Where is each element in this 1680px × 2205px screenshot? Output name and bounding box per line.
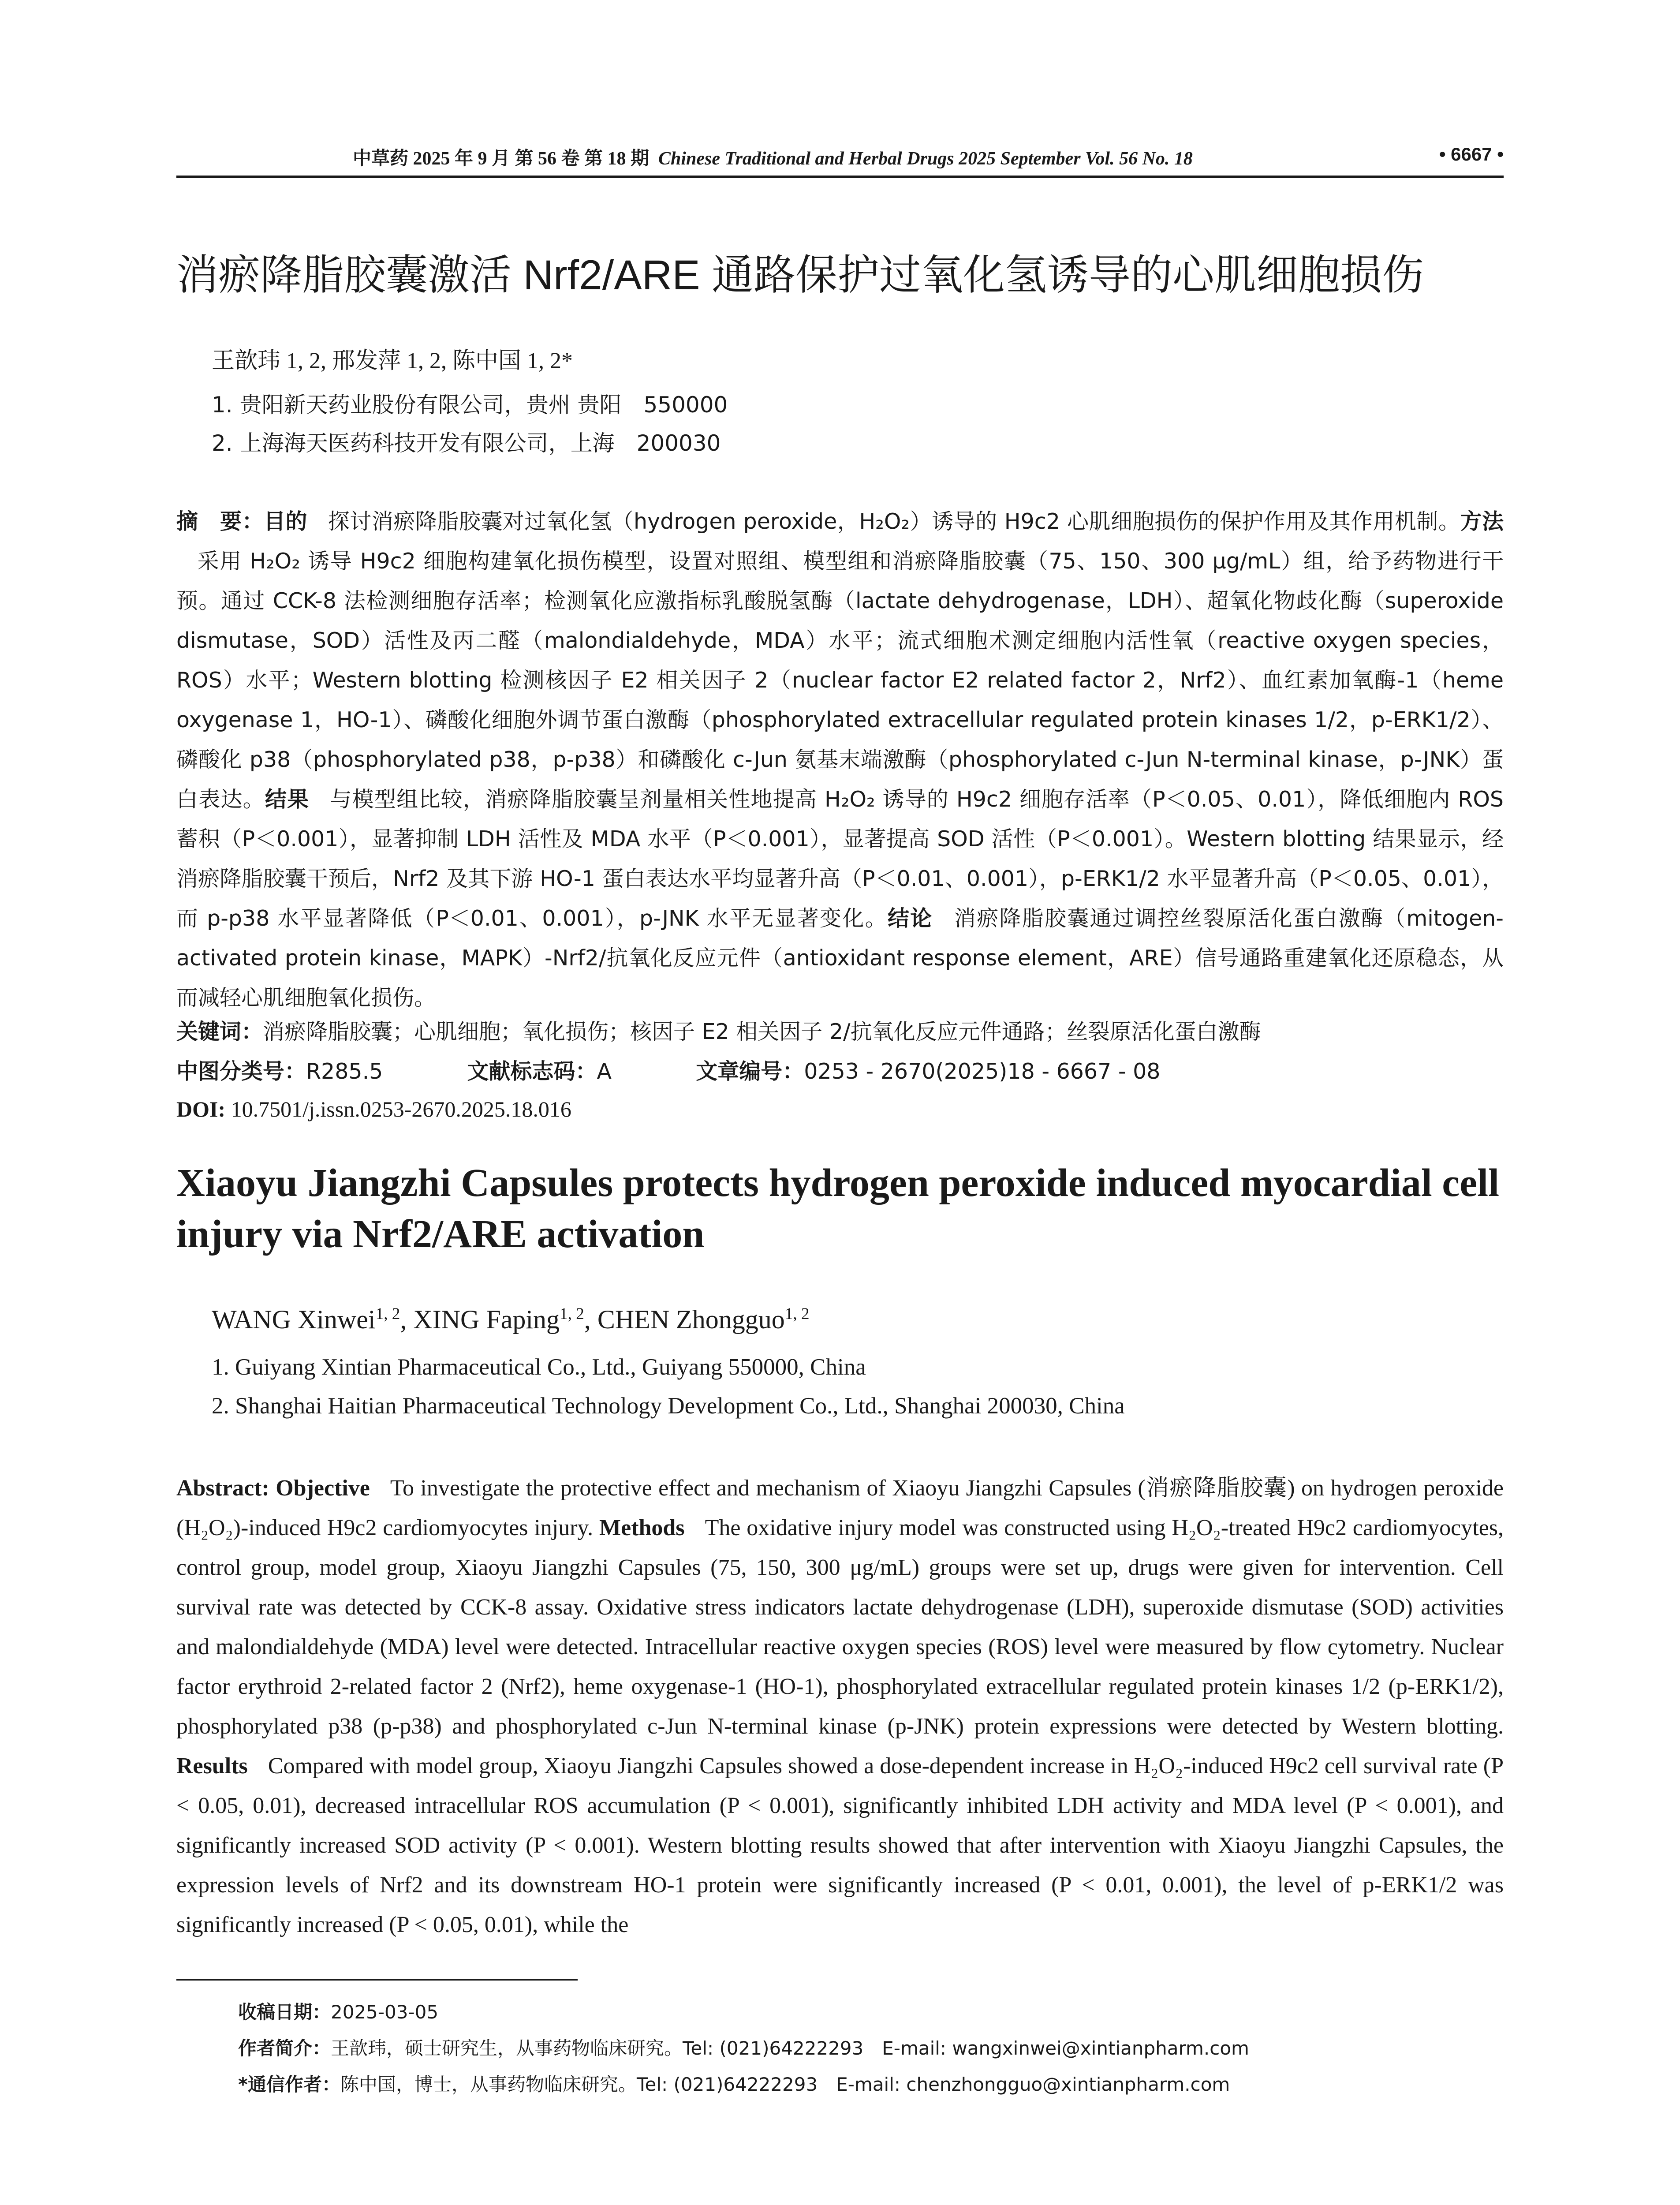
journal-citation: [353, 144, 1193, 170]
en-authors: WANG Xinwei$^{1, 2}$, XING Faping$^{1, 2}$, CHEN Zhongguo$^{1, 2}$: [212, 1305, 810, 1334]
article-number-value: 0253 - 2670(2025)18 - 6667 - 08: [804, 1059, 1161, 1084]
footnote-author: [238, 2034, 1249, 2060]
en-author-3: CHEN Zhongguo$^{1, 2}$: [597, 1305, 810, 1334]
cn-results-label: 结果: [265, 787, 310, 812]
cn-conclusion-text: 消瘀降脂胶囊通过调控丝裂原活化蛋白激酶（mitogen-activated protein kinase，MAPK）-Nrf2/抗氧化反应元件（antioxidant response element，ARE）信号通路重建氧化还原稳态，从而减轻心肌细胞氧化损伤。: [176, 906, 1504, 1010]
en-abstract-label: Abstract:: [176, 1476, 269, 1501]
en-methods-text: The oxidative injury model was constructed using H₂O₂-treated H9c2 cardiomyocytes, control group, model group, Xiaoyu Jiangzhi Capsules (75, 150, 300 μg/mL) groups were set up, drugs were given for intervention. Cell survival rate was detected by CCK-8 assay. Oxidative stress indicators lactate dehydrogenase (LDH), superoxide dismutase (SOD) activities and malondialdehyde (MDA) level were detected. Intracellular reactive oxygen species (ROS) level were measured by flow cytometry. Nuclear factor erythroid 2-related factor 2 (Nrf2), heme oxygenase-1 (HO-1), phosphorylated extracellular regulated protein kinases 1/2 (p-ERK1/2), phosphorylated p38 (p-p38) and phosphorylated c-Jun N-terminal kinase (p-JNK) protein expressions were detected by Western blotting.: [176, 1515, 1504, 1739]
clc-label: 中图分类号：: [176, 1059, 306, 1084]
en-abstract: [176, 1469, 1504, 1945]
received-label: 收稿日期：: [238, 2001, 331, 2023]
header-rule: [176, 176, 1504, 178]
cn-keywords: [176, 1012, 1504, 1052]
author-intro-text: 王歆玮，硕士研究生，从事药物临床研究。Tel: (021)64222293 E-mail: wangxinwei@xintianpharm.com: [331, 2037, 1249, 2059]
article-number-label: 文章编号：: [696, 1059, 804, 1084]
doc-code-value: A: [597, 1059, 612, 1084]
en-affiliation-1: 1. Guiyang Xintian Pharmaceutical Co., Ltd., Guiyang 550000, China: [212, 1354, 866, 1380]
received-date: 2025-03-05: [331, 2001, 439, 2023]
cn-methods-label: 方法: [1460, 509, 1504, 534]
en-objective-label: Objective: [276, 1476, 370, 1501]
en-title: Xiaoyu Jiangzhi Capsules protects hydrogen peroxide induced myocardial cell injury via Nrf2/ARE activation: [176, 1161, 1500, 1256]
cn-abstract-label: 摘 要：: [176, 509, 264, 534]
en-author-1: WANG Xinwei$^{1, 2}$: [212, 1305, 400, 1334]
keywords-value: 消瘀降脂胶囊；心肌细胞；氧化损伤；核因子 E2 相关因子 2/抗氧化反应元件通路；丝裂原活化蛋白激酶: [263, 1019, 1261, 1044]
author-intro-label: 作者简介：: [238, 2037, 331, 2059]
clc-value: R285.5: [306, 1059, 383, 1084]
footnote-corresponding: [238, 2070, 1230, 2097]
doc-code-label: 文献标志码：: [467, 1059, 597, 1084]
cn-objective-label: 目的: [264, 509, 308, 534]
en-results-text: Compared with model group, Xiaoyu Jiangzhi Capsules showed a dose-dependent increase in H₂O₂-induced H9c2 cell survival rate (P < 0.05, 0.01), decreased intracellular ROS accumulation (P < 0.001), significantly inhibited LDH activity and MDA level (P < 0.001), and significantly increased SOD activity (P < 0.001). Western blotting results showed that after intervention with Xiaoyu Jiangzhi Capsules, the expression levels of Nrf2 and its downstream HO-1 protein were significantly increased (P < 0.01, 0.001), the level of p-ERK1/2 was significantly increased (P < 0.05, 0.01), while the: [176, 1753, 1504, 1937]
doi-label: DOI:: [176, 1097, 226, 1121]
cn-affiliation-2: 2. 上海海天医药科技开发有限公司，上海 200030: [212, 430, 721, 456]
cn-methods-text: 采用 H₂O₂ 诱导 H9c2 细胞构建氧化损伤模型，设置对照组、模型组和消瘀降脂胶囊（75、150、300 μg/mL）组，给予药物进行干预。通过 CCK-8 法检测细胞存活率；检测氧化应激指标乳酸脱氢酶（lactate dehydrogenase，LDH）、超氧化物歧化酶（superoxide dismutase，SOD）活性及丙二醛（malondialdehyde，MDA）水平；流式细胞术测定细胞内活性氧（reactive oxygen species，ROS）水平；Western blotting 检测核因子 E2 相关因子 2（nuclear factor E2 related factor 2，Nrf2）、血红素加氧酶-1（heme oxygenase 1，HO-1）、磷酸化细胞外调节蛋白激酶（phosphorylated extracellular regulated protein kinases 1/2，p-ERK1/2）、磷酸化 p38（phosphorylated p38，p-p38）和磷酸化 c-Jun 氨基末端激酶（phosphorylated c-Jun N-terminal kinase，p-JNK）蛋白表达。: [176, 549, 1504, 812]
doi-line: [176, 1089, 1504, 1129]
en-objective-text: To investigate the protective effect and mechanism of Xiaoyu Jiangzhi Capsules (消瘀降脂胶囊) on hydrogen peroxide (H₂O₂)-induced H9c2 cardiomyocytes injury.: [176, 1476, 1504, 1540]
classification-line: [176, 1052, 1504, 1091]
running-header: [176, 140, 1504, 171]
en-methods-label: Methods: [599, 1515, 685, 1540]
corresponding-text: 陈中国，博士，从事药物临床研究。Tel: (021)64222293 E-mail: chenzhongguo@xintianpharm.com: [340, 2074, 1230, 2095]
corresponding-label: *通信作者：: [238, 2074, 340, 2095]
en-results-label: Results: [176, 1753, 248, 1779]
cn-title: 消瘀降脂胶囊激活 Nrf2/ARE 通路保护过氧化氢诱导的心肌细胞损伤: [176, 252, 1424, 299]
cn-abstract: [176, 502, 1504, 1018]
cn-results-text: 与模型组比较，消瘀降脂胶囊呈剂量相关性地提高 H₂O₂ 诱导的 H9c2 细胞存活率（P＜0.05、0.01），降低细胞内 ROS 蓄积（P＜0.001），显著抑制 LDH 活性及 MDA 水平（P＜0.001），显著提高 SOD 活性（P＜0.001）。Western blotting 结果显示，经消瘀降脂胶囊干预后，Nrf2 及其下游 HO-1 蛋白表达水平均显著升高（P＜0.01、0.001），p-ERK1/2 水平显著升高（P＜0.05、0.01），而 p-p38 水平显著降低（P＜0.01、0.001），p-JNK 水平无显著变化。: [176, 787, 1504, 931]
cn-authors: 王歆玮 1, 2, 邢发萍 1, 2, 陈中国 1, 2*: [212, 348, 573, 374]
footnote-rule: [176, 1979, 578, 1981]
cn-conclusion-label: 结论: [887, 906, 933, 931]
keywords-label: 关键词：: [176, 1019, 263, 1044]
cn-affiliation-1: 1. 贵阳新天药业股份有限公司，贵州 贵阳 550000: [212, 392, 728, 418]
page-number: • 6667 •: [1439, 144, 1504, 164]
doi-value[interactable]: 10.7501/j.issn.0253-2670.2025.18.016: [231, 1097, 571, 1121]
cn-objective-text: 探讨消瘀降脂胶囊对过氧化氢（hydrogen peroxide，H₂O₂）诱导的 H9c2 心肌细胞损伤的保护作用及其作用机制。: [328, 509, 1460, 534]
footnote-received: [238, 1998, 438, 2024]
journal-citation-en: Chinese Traditional and Herbal Drugs 2025 September Vol. 56 No. 18: [658, 149, 1193, 169]
en-affiliation-2: 2. Shanghai Haitian Pharmaceutical Technology Development Co., Ltd., Shanghai 200030, China: [212, 1393, 1125, 1419]
journal-citation-cn: 中草药 2025 年 9 月 第 56 卷 第 18 期: [353, 149, 650, 169]
en-author-2: XING Faping$^{1, 2}$: [413, 1305, 584, 1334]
